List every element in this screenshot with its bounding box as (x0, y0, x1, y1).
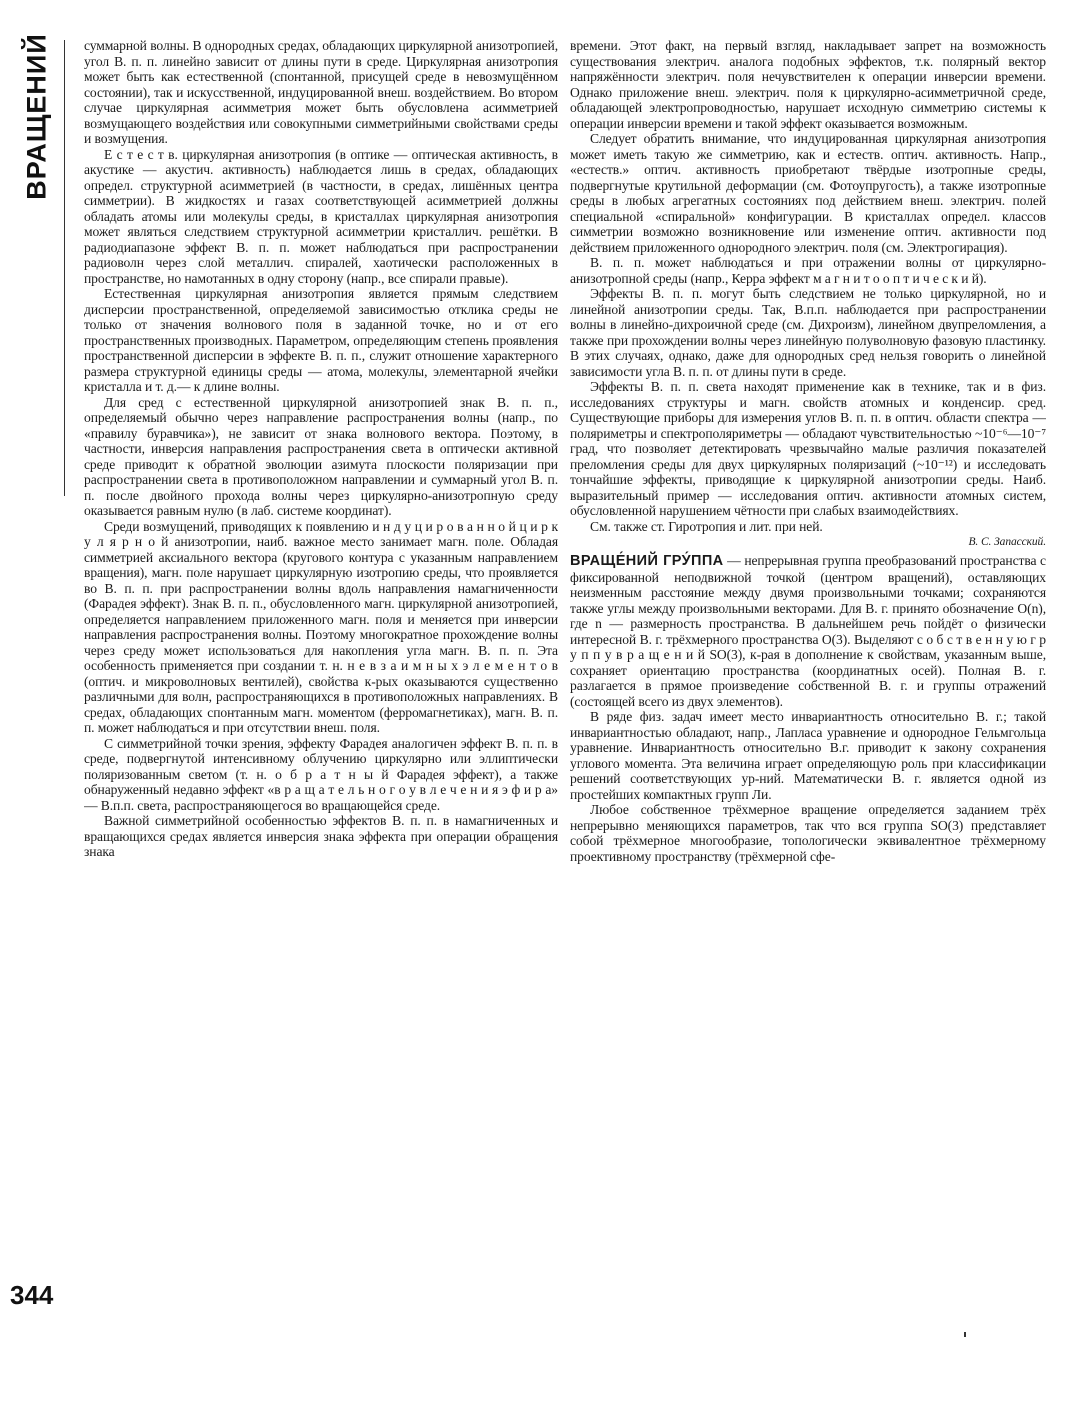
running-head-text: ВРАЩЕНИЙ (21, 32, 52, 200)
scan-mark (964, 1332, 966, 1337)
entry-paragraph-1 (570, 553, 1046, 709)
left-paragraph-7: Важной симметрийной особенностью эффектов В. п. п. в намагниченных и вращающихся средах является инверсия знака эффекта при операции обращения знака (84, 813, 558, 859)
entry-paragraph-2: В ряде физ. задач имеет место инвариантность относительно В. г.; такой инвариантностью обладают, напр., Лапласа уравнение и однородное Гельмгольца уравнение. Инвариантность относительно В.г. приводит к закону сохранения углового момента. Эта величина играет определяющую роль при классификации решений соответствующих ур-ний. Математически В. г. является одной из простейших компактных групп Ли. (570, 709, 1046, 802)
right-paragraph-5: Эффекты В. п. п. света находят применение как в технике, так и в физ. исследованиях структуры и магн. свойств атомных и конденсир. сред. Существующие приборы для измерения углов В. п. п. в оптич. области спектра — поляриметры и спектрополяриметры — обладают чувствительностью ~10⁻⁶—10⁻⁷ град, что позволяет детектировать чрезвычайно малые различия показателей преломления среды для двух циркулярных поляризаций (~10⁻¹²) и исследовать тончайшие эффекты, приводящие к циркулярной анизотропии среды. Наиб. выразительный пример — исследования оптич. активности атомных систем, обусловленной нарушением чётности при слабых взаимодействиях. (570, 379, 1046, 518)
left-paragraph-6: С симметрийной точки зрения, эффекту Фарадея аналогичен эффект В. п. п. в среде, подвергнутой интенсивному облучению циркулярно или эллиптически поляризованным светом (т. н. о б р а т н ы й Фарадея эффект), а также обнаруженный недавно эффект «в р а щ а т е л ь н о г о у в л е ч е н и я э ф и р а» — В.п.п. света, распространяющегося во вращающейся среде. (84, 735, 558, 813)
entry-headword: ВРАЩЕ́НИЙ ГРУ́ППА (570, 553, 724, 569)
right-paragraph-1: времени. Этот факт, на первый взгляд, накладывает запрет на возможность существования электрич. аналога подобных эффектов, т.к. полярный вектор напряжённости электрич. поля нечувствителен к операции инверсии времени. Однако приложение внеш. электрич. поля к циркулярно-асимметричной среде, обладающей электропроводностью, нарушает исходную симметрию системы к операции инверсии времени и такой эффект оказывается возможным. (570, 38, 1046, 131)
left-paragraph-1: суммарной волны. В однородных средах, обладающих циркулярной анизотропией, угол В. п. п. линейно зависит от длины пути в среде. Циркулярная анизотропия может быть как естественной (спонтанной, присущей среде в невозмущённом состоянии), так и искусственной, индуцированной внеш. воздействием. Во втором случае циркулярная асимметрия может быть обусловлена асимметрией возмущающего воздействия или совокупными симметрийными свойствами среды и возмущения. (84, 38, 558, 146)
entry-definition: — непрерывная группа преобразований пространства с фиксированной неподвижной точкой (центром вращений), оставляющих неизменным расстояние между двумя произвольными точками; сохраняются также углы между произвольными векторами. Для В. г. принято обозначение O(n), где n — размерность пространства. В дальнейшем речь пойдёт о физически интересной В. г. трёхмерного пространства O(3). Выделяют с о б с т в е н н у ю г р у п п у в р а щ е н и й SO(3), к-рая в дополнение к свойствам, указанным выше, сохраняет ориентацию пространства (координатных осей). Полная В. г. разлагается в прямое произведение собственной В. г. и группы отражений (состоящей всего из двух элементов). (570, 553, 1046, 709)
left-column (84, 38, 558, 1328)
author-signature: В. С. Запасский. (968, 536, 1046, 548)
right-paragraph-6: См. также ст. Гиротропия и лит. при ней. (590, 518, 823, 534)
right-paragraph-4: Эффекты В. п. п. могут быть следствием не только циркулярной, но и линейной анизотропии среды. Так, В.п.п. наблюдается при распространении волны в линейно-дихроичной среде (см. Дихроизм), линейном двупреломления, а также при прохождении волны через линейную полуволновую фазовую пластинку. В этих случаях, однако, даже для однородных сред нельзя говорить о линейной зависимости угла В. п. п. от длины пути в среде. (570, 286, 1046, 379)
running-head (14, 32, 60, 200)
left-paragraph-2: Е с т е с т в. циркулярная анизотропия (в оптике — оптическая активность, в акустике — акустич. активность) наблюдается лишь в средах, обладающих определ. структурной асимметрией (в частности, в средах, лишённых центра симметрии). В жидкостях и газах соответствующей асимметрией должны обладать атомы или молекулы среды, в кристаллах циркулярная анизотропия может являться следствием структурной асимметрии кристаллич. решётки. В радиодиапазоне эффект В. п. п. может наблюдаться при распространении радиоволн через слой металлич. спиралей, хаотически расположенных в пространстве, но намотанных в одну сторону (напр., все спирали правые). (84, 146, 558, 286)
right-paragraph-2: Следует обратить внимание, что индуцированная циркулярная анизотропия может иметь такую же симметрию, как и естеств. оптич. активность. Напр., «естеств.» оптич. активность приобретают твёрдые изотропные среды, подвергнутые крутильной деформации (см. Фотоупругость), а также изотропные среды в любых агрегатных состояниях под действием внеш. электрич. полей специальной «спиральной» конфигурации. В кристаллах определ. классов симметрии возможно возникновение или изменение оптич. активности под действием приложенного однородного электрич. поля (см. Электрогирация). (570, 131, 1046, 255)
page-number: 344 (10, 1280, 54, 1310)
entry-paragraph-3: Любое собственное трёхмерное вращение определяется заданием трёх непрерывно меняющихся параметров, так что вся группа SO(3) представляет собой трёхмерное многообразие, топологически эквивалентное трёхмерному проективному пространству (трёхмерной сфе- (570, 802, 1046, 864)
left-paragraph-5: Среди возмущений, приводящих к появлению и н д у ц и р о в а н н о й ц и р к у л я р н о й анизотропии, наиб. важное место занимает магн. поле. Обладая симметрией аксиального вектора (кругового контура с указанным направлением вращения), магн. поле нарушает циркулярную изотропию среды, что проявляется во В. п. п. при распространении волны вдоль направления намагниченности (Фарадея эффект). Знак В. п. п., обусловленного магн. циркулярной анизотропией, определяется направлением приложенного магн. поля и меняется при инверсии направления распространения волны. Поэтому многократное прохождение волны через среду может использоваться для накопления угла магн. В. п. п. Эта особенность применяется при создании т. н. н е в з а и м н ы х э л е м е н т о в (оптич. и микроволновых вентилей), свойства к-рых оказываются существенно различными для волн, распространяющихся в противоположных направлениях. В средах, обладающих спонтанным магн. моментом (ферромагнетиках), магн. В. п. п. может наблюдаться и при отсутствии внеш. поля. (84, 518, 558, 735)
left-paragraph-3: Естественная циркулярная анизотропия является прямым следствием дисперсии пространственной, определяемой зависимостью отклика среды не только от значения волнового поля в заданной точке, но и от его пространственных производных. Параметром, определяющим степень проявления пространственной дисперсии в эффекте В. п. п., служит отношение характерного размера структурной единицы среды — атома, молекулы, элементарной ячейки кристалла и т. д.— к длине волны. (84, 286, 558, 394)
right-paragraph-3: В. п. п. может наблюдаться и при отражении волны от циркулярно-анизотропной среды (напр., Керра эффект м а г н и т о о п т и ч е с к и й). (570, 255, 1046, 286)
margin-rule (64, 40, 65, 496)
left-paragraph-4: Для сред с естественной циркулярной анизотропией знак В. п. п., определяемый обычно через направление распространения волны (напр., по «правилу буравчика»), не зависит от знака волнового вектора. Поэтому, в частности, инверсия направления распространения света в оптически активной среде приводит к обратной эволюции азимута плоскости поляризации при распространении света в противоположном направлении и суммарный угол В. п. п. после двойного прохода волны через циркулярно-анизотропную среду оказывается равным нулю (в лаб. системе координат). (84, 394, 558, 518)
right-column (570, 38, 1046, 1328)
